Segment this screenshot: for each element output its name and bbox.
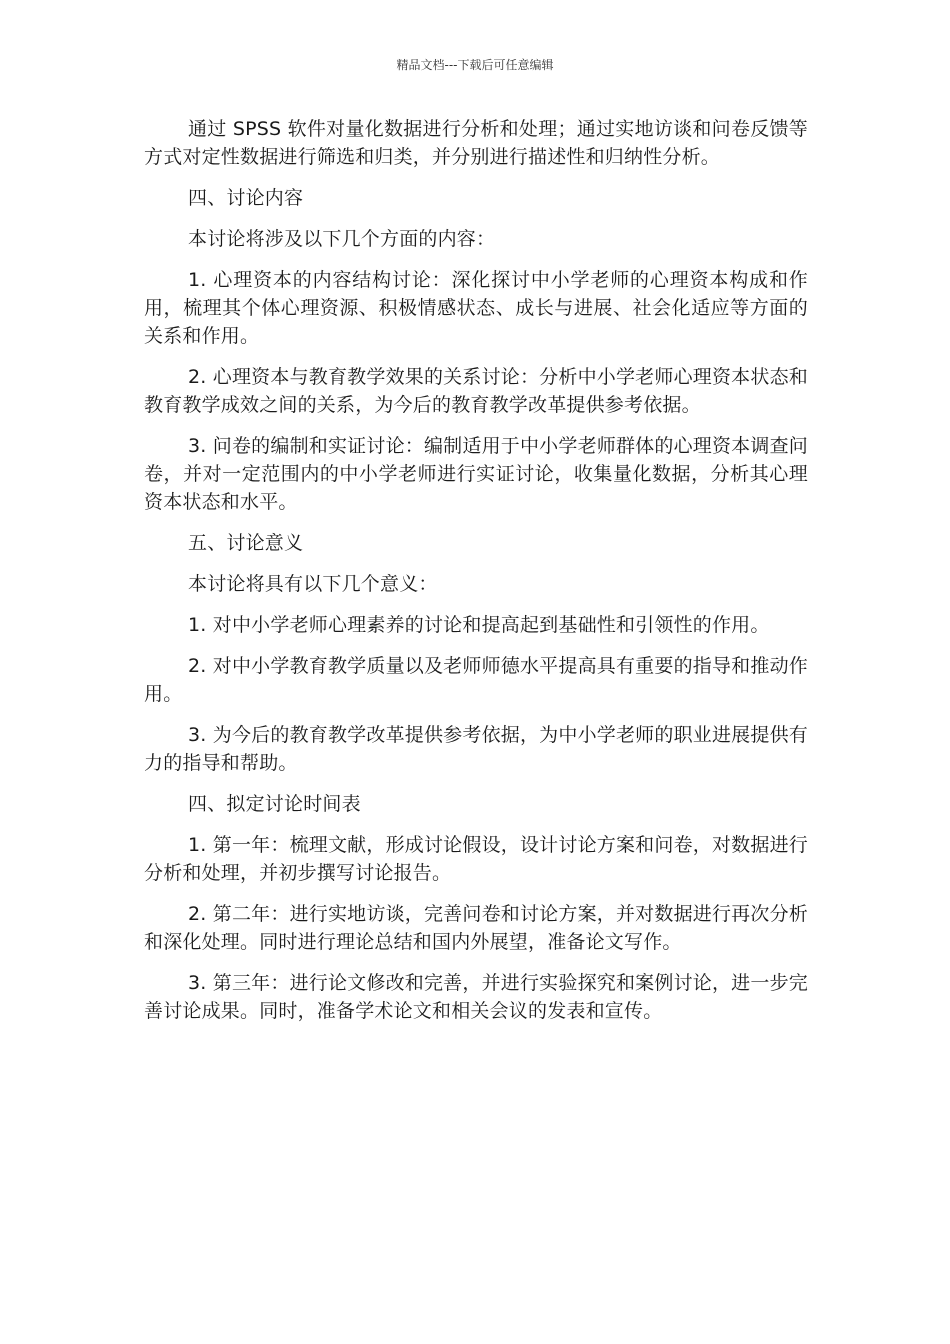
paragraph-content-intro: 本讨论将涉及以下几个方面的内容：: [188, 228, 496, 250]
list-item-content-1: 1. 心理资本的内容结构讨论：深化探讨中小学老师的心理资本构成和作用，梳理其个体心理资源、积极情感状态、成长与进展、社会化适应等方面的关系和作用。: [144, 269, 808, 347]
document-body: [144, 115, 808, 1038]
section-heading-research-content: 四、讨论内容: [188, 187, 304, 209]
list-item-timeline-2: 2. 第二年：进行实地访谈，完善问卷和讨论方案，并对数据进行再次分析和深化处理。同时进行理论总结和国内外展望，准备论文写作。: [144, 903, 808, 953]
list-item-significance-3: 3. 为今后的教育教学改革提供参考依据，为中小学老师的职业进展提供有力的指导和帮助。: [144, 724, 808, 774]
section-heading-timeline: 四、拟定讨论时间表: [188, 793, 361, 815]
paragraph-significance-intro: 本讨论将具有以下几个意义：: [188, 573, 438, 595]
list-item-content-3: 3. 问卷的编制和实证讨论：编制适用于中小学老师群体的心理资本调查问卷，并对一定范围内的中小学老师进行实证讨论，收集量化数据，分析其心理资本状态和水平。: [144, 435, 808, 513]
list-item-content-2: 2. 心理资本与教育教学效果的关系讨论：分析中小学老师心理资本状态和教育教学成效之间的关系，为今后的教育教学改革提供参考依据。: [144, 366, 808, 416]
list-item-timeline-3: 3. 第三年：进行论文修改和完善，并进行实验探究和案例讨论，进一步完善讨论成果。同时，准备学术论文和相关会议的发表和宣传。: [144, 972, 808, 1022]
page-header: 精品文档---下载后可任意编辑: [396, 58, 554, 72]
paragraph-analysis-method: 通过 SPSS 软件对量化数据进行分析和处理；通过实地访谈和问卷反馈等方式对定性数据进行筛选和归类，并分别进行描述性和归纳性分析。: [144, 118, 808, 168]
list-item-significance-1: 1. 对中小学老师心理素养的讨论和提高起到基础性和引领性的作用。: [188, 614, 770, 636]
list-item-timeline-1: 1. 第一年：梳理文献，形成讨论假设，设计讨论方案和问卷，对数据进行分析和处理，并初步撰写讨论报告。: [144, 834, 808, 884]
list-item-significance-2: 2. 对中小学教育教学质量以及老师师德水平提高具有重要的指导和推动作用。: [144, 655, 808, 705]
section-heading-significance: 五、讨论意义: [188, 532, 304, 554]
